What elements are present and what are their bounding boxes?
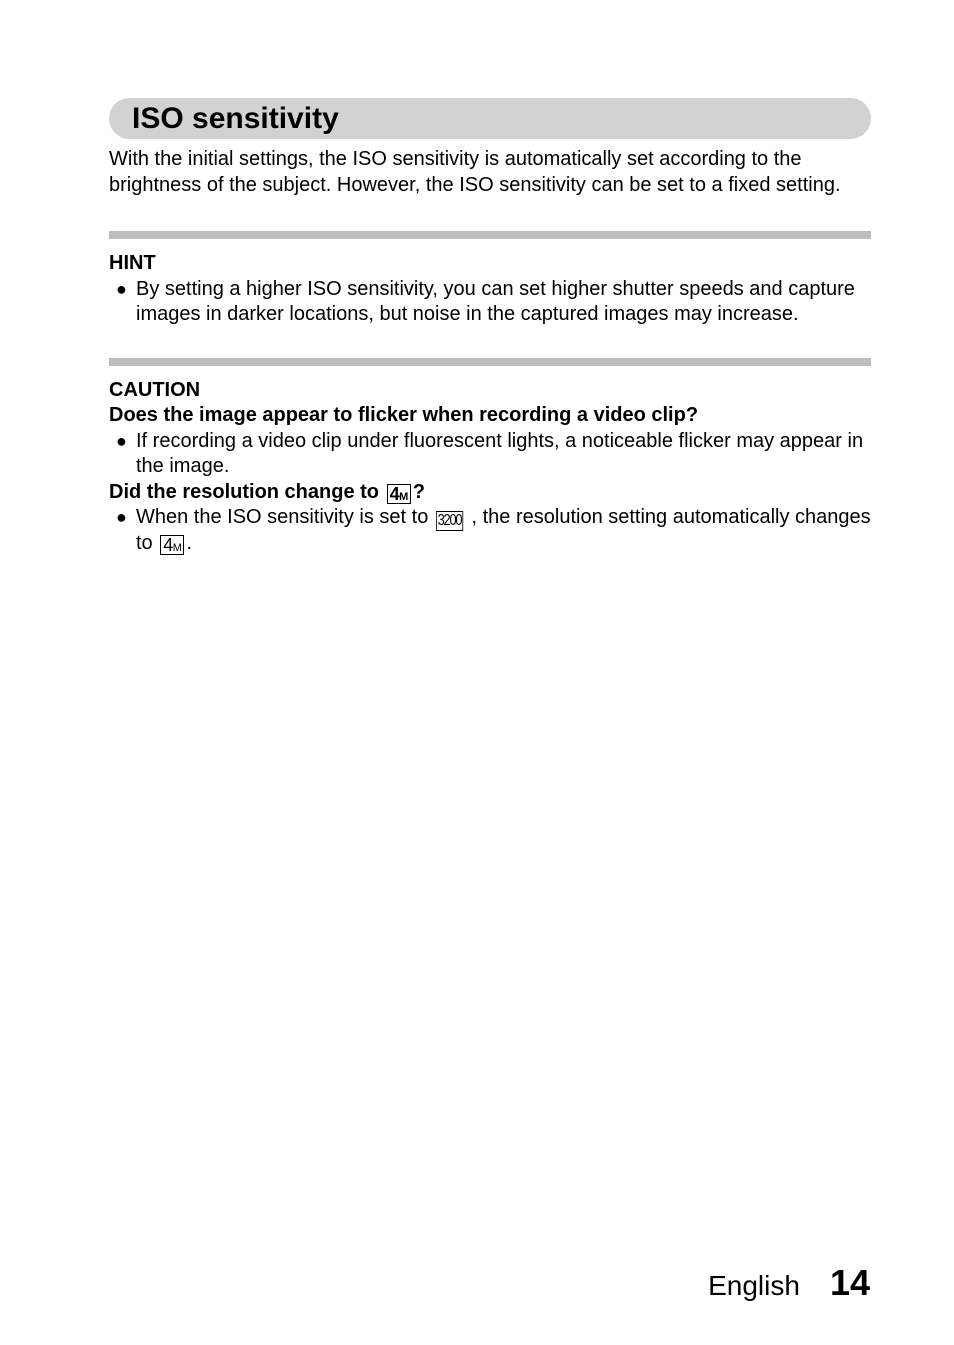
hint-label: HINT [109, 252, 156, 274]
answer-flicker-text: If recording a video clip under fluorescent lights, a noticeable flicker may appear in the image. [136, 429, 864, 477]
list-item [109, 505, 871, 557]
hint-text: By setting a higher ISO sensitivity, you can set higher shutter speeds and capture images in darker locations, but noise in the captured images may increase. [136, 277, 855, 325]
resolution-number: 4 [389, 483, 400, 504]
caution-section [109, 378, 871, 557]
question-resolution [109, 480, 871, 506]
intro-paragraph: With the initial settings, the ISO sensitivity is automatically set according to the brightness of the subject. However, the ISO sensitivity can be set to a fixed setting. [109, 148, 841, 196]
section-title-bar [109, 98, 871, 139]
question-flicker: Does the image appear to flicker when recording a video clip? [109, 404, 699, 426]
hint-section [109, 251, 871, 328]
answer-flicker-list [109, 429, 871, 480]
page-footer [708, 1262, 870, 1304]
answer-resolution-part3: . [186, 532, 192, 554]
resolution-unit: M [172, 542, 182, 554]
footer-language: English [708, 1270, 800, 1301]
resolution-number: 4 [163, 535, 173, 555]
caution-label: CAUTION [109, 378, 201, 401]
iso-3200-icon: 3200 [437, 512, 462, 529]
resolution-unit: M [399, 490, 408, 503]
answer-resolution-list [109, 505, 871, 557]
page-number: 14 [829, 1262, 870, 1303]
caution-divider [109, 358, 871, 366]
answer-resolution-part1: When the ISO sensitivity is set to [136, 506, 429, 528]
bullet-icon: ● [116, 278, 127, 299]
resolution-4m-icon [160, 535, 184, 555]
answer-resolution-part2: , the resolution setting automatically changes to [136, 506, 871, 554]
manual-page [109, 98, 871, 557]
question-mark: ? [412, 480, 425, 503]
question-resolution-text: Did the resolution change to [109, 480, 380, 503]
page-title: ISO sensitivity [132, 101, 339, 135]
hint-divider [109, 231, 871, 239]
resolution-4m-icon [387, 484, 411, 504]
bullet-icon: ● [116, 507, 127, 527]
list-item [109, 277, 871, 328]
hint-list [109, 277, 871, 328]
bullet-icon: ● [116, 430, 127, 451]
list-item [109, 429, 871, 480]
